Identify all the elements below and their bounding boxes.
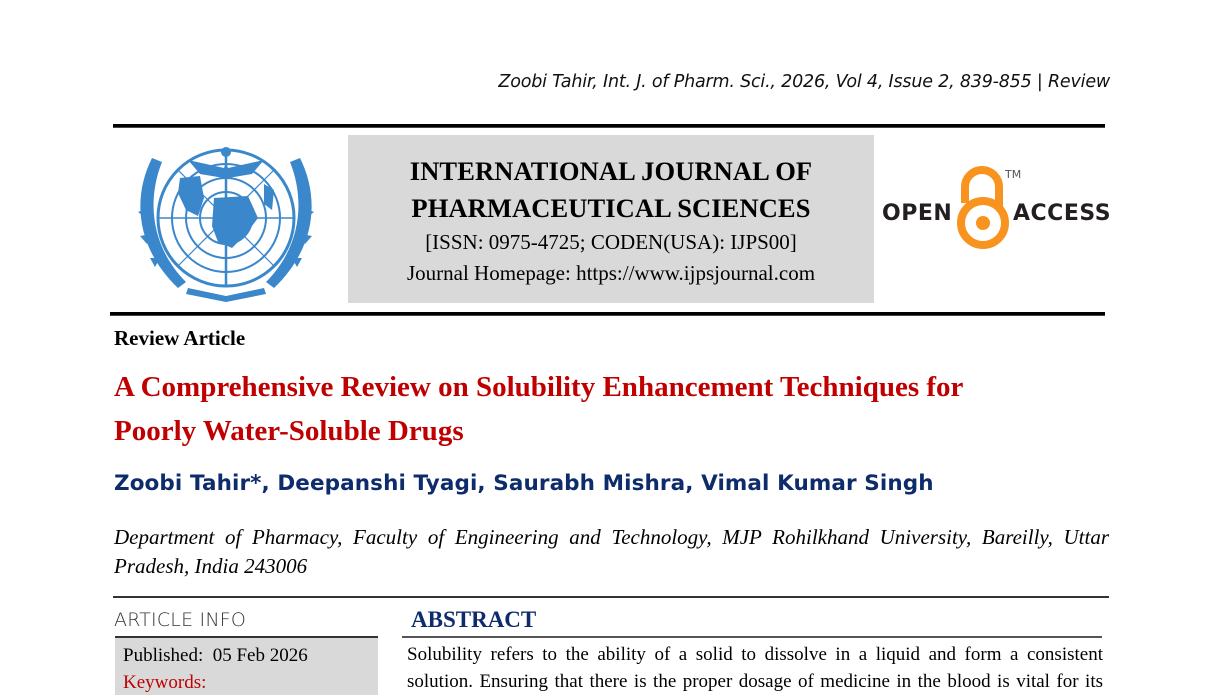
issn-line: [ISSN: 0975-4725; CODEN(USA): IJPS00] (425, 230, 797, 254)
keywords-label: Keywords: (123, 672, 207, 693)
published-date: 05 Feb 2026 (212, 645, 308, 666)
author-list: Zoobi Tahir*, Deepanshi Tyagi, Saurabh Mishra, Vimal Kumar Singh (114, 471, 934, 496)
trademark-mark: TM (1005, 168, 1022, 181)
abstract-rule (402, 636, 1102, 638)
affiliation: Department of Pharmacy, Faculty of Engineering and Technology, MJP Rohilkhand University, Bareilly, Uttar Pradesh, India 243006 (114, 525, 1109, 578)
title-line1: A Comprehensive Review on Solubility Enhancement Techniques for (114, 371, 964, 403)
open-lock-icon (955, 165, 1011, 251)
published-label: Published: (123, 645, 204, 666)
journal-title-line1: INTERNATIONAL JOURNAL OF (409, 156, 813, 186)
journal-masthead (348, 135, 874, 303)
running-header: Zoobi Tahir, Int. J. of Pharm. Sci., 2026, Vol 4, Issue 2, 839-855 | Review (498, 72, 1110, 92)
published-row (123, 642, 378, 669)
abstract-text (407, 641, 1103, 695)
article-info-box (115, 636, 378, 695)
abstract-line1: Solubility refers to the ability of a solid to dissolve in a liquid and form a consistent (407, 644, 1103, 665)
open-word: OPEN (882, 201, 953, 226)
access-word: ACCESS (1013, 201, 1112, 226)
section-divider (113, 596, 1109, 598)
article-type: Review Article (114, 326, 246, 350)
homepage-line[interactable]: Journal Homepage: https://www.ijpsjournal.com (406, 261, 816, 285)
abstract-heading: ABSTRACT (411, 607, 537, 632)
article-title (114, 365, 1114, 453)
open-access-logo (880, 165, 1110, 255)
header-rule-bottom (110, 312, 1105, 316)
title-line2: Poorly Water-Soluble Drugs (114, 415, 464, 447)
journal-title-line2: PHARMACEUTICAL SCIENCES (411, 193, 811, 223)
header-rule-top (113, 124, 1105, 128)
abstract-line2: solution. Ensuring that there is the proper dosage of medicine in the blood is vital for its (407, 671, 1103, 692)
journal-emblem-icon (128, 138, 324, 304)
article-info-heading: ARTICLE INFO (114, 609, 247, 631)
